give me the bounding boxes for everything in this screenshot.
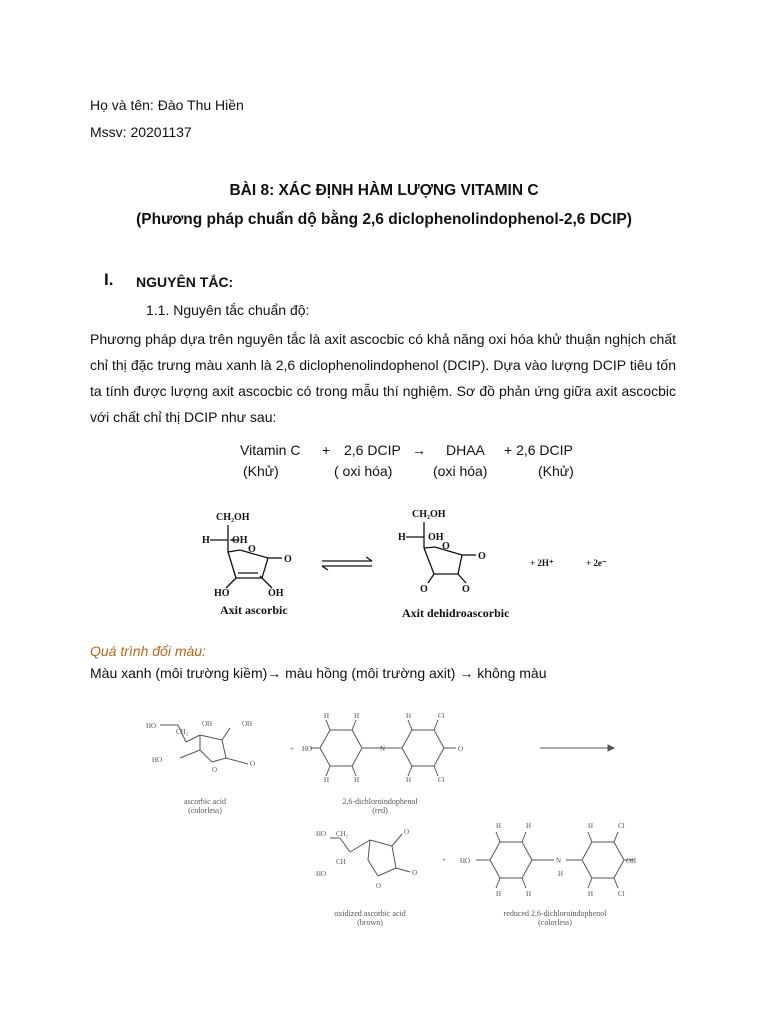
eq-state-3: (oxi hóa) — [433, 463, 488, 479]
eq-plus: + — [322, 442, 331, 458]
svg-text:N: N — [380, 745, 386, 753]
svg-text:O: O — [412, 869, 418, 877]
color-change-heading: Quá trình đổi màu: — [90, 643, 206, 659]
svg-text:H: H — [354, 776, 360, 784]
plus-2e: + 2e⁻ — [586, 558, 607, 568]
page-subtitle: (Phương pháp chuẩn dộ bằng 2,6 diclophenolindophenol-2,6 DCIP) — [136, 211, 632, 228]
svg-text:+: + — [442, 856, 446, 864]
svg-text:CH₂: CH₂ — [176, 728, 189, 736]
svg-text:O: O — [420, 584, 428, 595]
svg-text:H: H — [202, 535, 210, 546]
svg-text:H: H — [588, 890, 594, 898]
svg-text:O: O — [478, 551, 486, 562]
svg-text:H: H — [324, 712, 330, 720]
svg-text:HO: HO — [152, 756, 163, 764]
body-paragraph: Phương pháp dựa trên nguyên tắc là axit ascocbic có khả năng oxi hóa khử thuận nghịch chất chỉ thị đặc trưng màu xanh là 2,6 diclophenolindophenol (DCIP). Dựa vào lượng DCIP tiêu tốn ta tính được lượng axit ascocbic có trong mẫu thí nghiệm. Sơ đồ phản ứng giữa axit ascocbic với chất chỉ thị DCIP như sau: — [90, 331, 677, 425]
svg-text:Cl: Cl — [618, 890, 625, 898]
svg-text:CH₂: CH₂ — [336, 830, 349, 838]
student-name: Họ và tên: Đào Thu Hiền — [90, 97, 244, 113]
svg-text:CH₂OH: CH₂OH — [412, 509, 446, 520]
student-id: Mssv: 20201137 — [90, 124, 192, 140]
svg-text:(colorless): (colorless) — [188, 806, 222, 815]
caption-dcip: 2,6-dichloroindophenol — [342, 797, 418, 806]
svg-text:HO: HO — [316, 830, 327, 838]
svg-text:H: H — [526, 890, 532, 898]
section-numeral: I. — [104, 270, 114, 289]
svg-text:H: H — [406, 712, 412, 720]
svg-text:HO: HO — [146, 722, 157, 730]
caption-reduced: reduced 2,6-dichloroindophenol — [503, 909, 607, 918]
svg-text:H: H — [406, 776, 412, 784]
color-change-line: Màu xanh (môi trường kiềm)→ màu hồng (môi trường axit) → không màu — [90, 665, 547, 681]
section-heading: NGUYÊN TẮC: — [136, 274, 234, 290]
svg-text:HO: HO — [316, 870, 327, 878]
eq-arrow: → — [412, 442, 426, 458]
svg-text:H: H — [324, 776, 330, 784]
svg-text:O: O — [458, 745, 464, 753]
eq-product-2: + 2,6 DCIP — [504, 442, 573, 458]
svg-text:(colorless): (colorless) — [538, 918, 572, 927]
svg-text:Cl: Cl — [438, 776, 445, 784]
svg-text:HO: HO — [302, 745, 313, 753]
svg-text:H: H — [496, 822, 502, 830]
ch2oh-label: CH₂OH — [216, 512, 250, 523]
eq-state-1: (Khử) — [243, 463, 279, 479]
svg-text:O: O — [250, 760, 256, 768]
svg-text:H: H — [398, 532, 406, 543]
ascorbic-redox-diagram — [190, 500, 630, 630]
eq-reactant-2: 2,6 DCIP — [344, 442, 401, 458]
svg-text:O: O — [212, 766, 218, 774]
svg-text:OH: OH — [232, 535, 248, 546]
page-title: BÀI 8: XÁC ĐỊNH HÀM LƯỢNG VITAMIN C — [229, 182, 539, 199]
svg-text:H: H — [588, 822, 594, 830]
svg-text:O: O — [376, 882, 382, 890]
ascorbic-label: Axit ascorbic — [220, 603, 288, 617]
svg-text:OH: OH — [268, 588, 284, 599]
caption-ascorbic: ascorbic acid — [184, 797, 226, 806]
caption-oxidized: oxidized ascorbic acid — [334, 909, 406, 918]
svg-text:H: H — [354, 712, 360, 720]
svg-text:OH: OH — [428, 532, 444, 543]
eq-product-1: DHAA — [446, 442, 485, 458]
svg-text:OH: OH — [242, 720, 253, 728]
svg-text:N: N — [556, 857, 562, 865]
svg-text:(brown): (brown) — [357, 918, 383, 927]
svg-text:Cl: Cl — [438, 712, 445, 720]
svg-text:O: O — [248, 544, 256, 555]
svg-text:OH: OH — [202, 720, 213, 728]
eq-state-2: ( oxi hóa) — [334, 463, 393, 479]
eq-reactant-1: Vitamin C — [240, 442, 301, 458]
svg-text:Cl: Cl — [618, 822, 625, 830]
plus-2h: + 2H⁺ — [530, 558, 554, 568]
sub-heading: 1.1. Nguyên tắc chuẩn độ: — [146, 302, 310, 318]
svg-text:HO: HO — [460, 857, 471, 865]
svg-text:CH: CH — [336, 858, 346, 866]
svg-text:OH: OH — [626, 857, 637, 865]
svg-text:H: H — [496, 890, 502, 898]
svg-text:HO: HO — [214, 588, 230, 599]
svg-text:O: O — [462, 584, 470, 595]
dehydroascorbic-label: Axit dehidroascorbic — [402, 606, 510, 620]
svg-text:+: + — [290, 745, 294, 753]
svg-text:H: H — [526, 822, 532, 830]
eq-state-4: (Khử) — [538, 463, 574, 479]
svg-text:H: H — [558, 870, 564, 878]
dcip-reaction-diagram — [130, 700, 640, 940]
svg-text:O: O — [404, 828, 410, 836]
svg-text:(red): (red) — [372, 806, 388, 815]
svg-text:O: O — [284, 554, 292, 565]
svg-text:O: O — [442, 541, 450, 552]
